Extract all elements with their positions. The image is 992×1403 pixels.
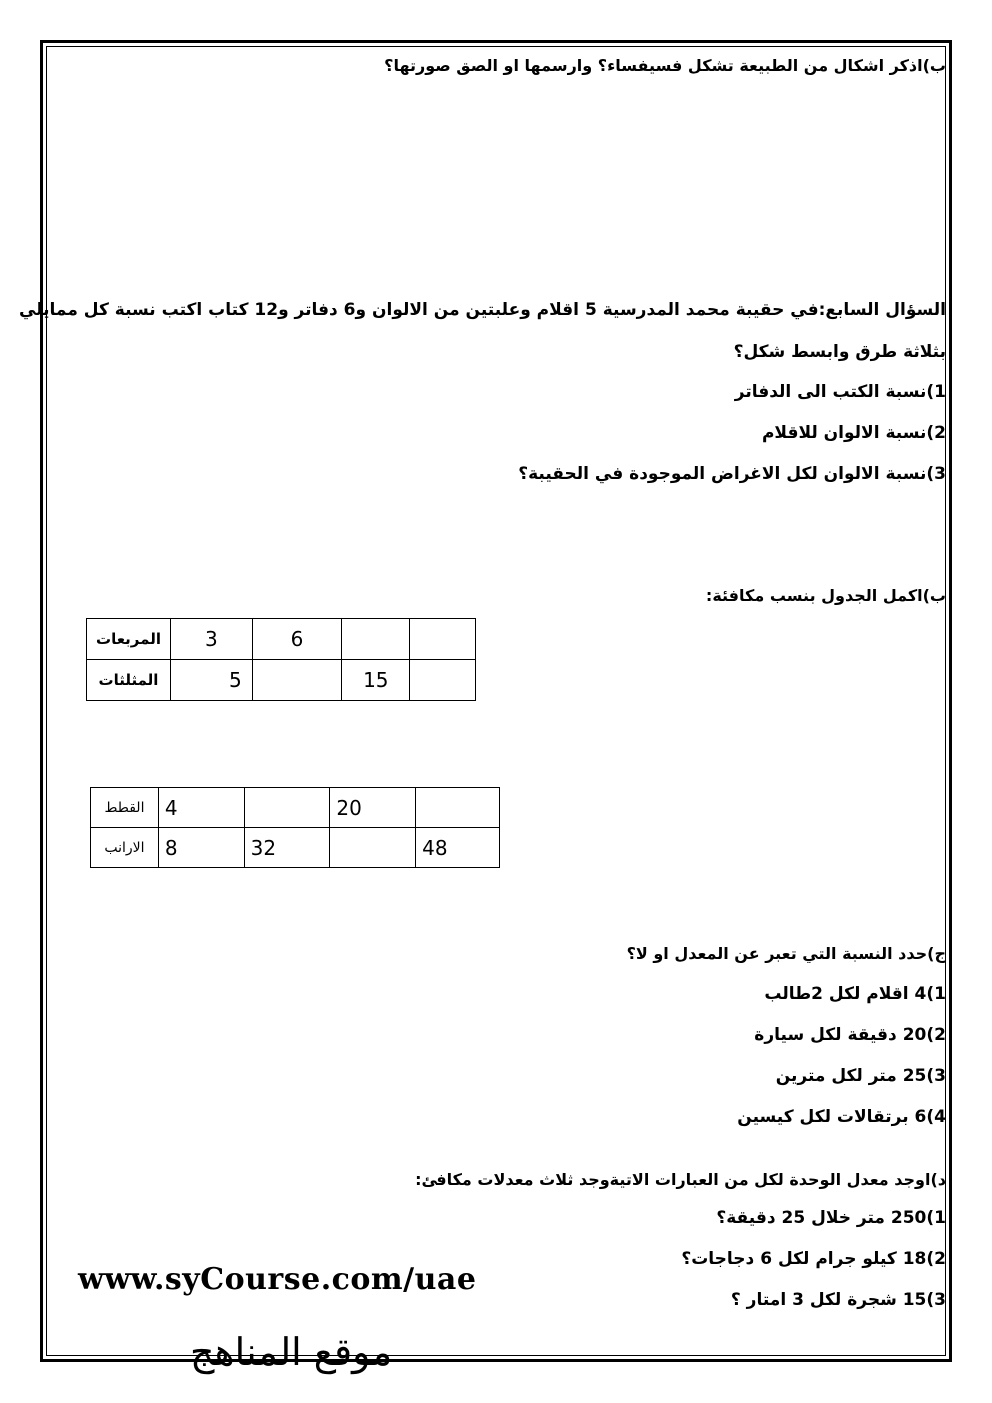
table1-cell: 15 [342, 660, 410, 701]
question-d-item1: 1)250 متر خلال 25 دقيقة؟ [716, 1208, 946, 1228]
table2-cell: 32 [244, 828, 330, 868]
question-c-item3: 3)25 متر لكل مترين [775, 1066, 946, 1086]
question-mosaic: ب)اذكر اشكال من الطبيعة تشكل فسيفساء؟ وارسمها او الصق صورتها؟ [384, 56, 946, 75]
table-squares-triangles [86, 618, 476, 701]
table2-cell [416, 788, 500, 828]
question-seven-line1: السؤال السابع:في حقيبة محمد المدرسية 5 اقلام وعلبتين من الالوان و6 دفاتر و12 كتاب اكتب نسبة كل ممايلي [19, 300, 946, 320]
table-cats-rabbits [90, 787, 500, 868]
table2-row1-label: القطط [91, 788, 159, 828]
table1-cell [410, 619, 476, 660]
table2-cell: 4 [158, 788, 244, 828]
question-seven-item3: 3)نسبة الالوان لكل الاغراض الموجودة في الحقيبة؟ [518, 464, 946, 484]
question-c-item1: 1)4 اقلام لكل 2طالب [764, 984, 946, 1004]
site-logo-text: موقع المناهج [190, 1330, 393, 1374]
table2-row2-label: الارانب [91, 828, 159, 868]
question-d-title: د)اوجد معدل الوحدة لكل من العبارات الاتيةوجد ثلاث معدلات مكافئ: [415, 1170, 946, 1189]
question-complete-table: ب)اكمل الجدول بنسب مكافئة: [705, 586, 946, 605]
table1-cell: 5 [170, 660, 252, 701]
table1-cell: 3 [170, 619, 252, 660]
question-seven-line2: بثلاثة طرق وابسط شكل؟ [733, 342, 946, 362]
table2-cell: 48 [416, 828, 500, 868]
question-seven-item1: 1)نسبة الكتب الى الدفاتر [734, 382, 946, 402]
page-border-inner [46, 46, 946, 1356]
question-c-item2: 2)20 دقيقة لكل سيارة [754, 1025, 946, 1045]
table1-cell: 6 [252, 619, 342, 660]
website-watermark: www.syCourse.com/uae [78, 1262, 477, 1297]
table2-cell: 8 [158, 828, 244, 868]
table2-cell [330, 828, 416, 868]
table1-row1-label: المربعات [87, 619, 171, 660]
question-c-title: ج)حدد النسبة التي تعبر عن المعدل او لا؟ [626, 944, 946, 963]
table1-cell [252, 660, 342, 701]
table1-row2-label: المثلثات [87, 660, 171, 701]
table2-cell [244, 788, 330, 828]
question-c-item4: 4)6 برتقالات لكل كيسين [737, 1107, 946, 1127]
question-seven-item2: 2)نسبة الالوان للاقلام [761, 423, 946, 443]
question-d-item2: 2)18 كيلو جرام لكل 6 دجاجات؟ [681, 1249, 946, 1269]
question-d-item3: 3)15 شجرة لكل 3 امتار ؟ [730, 1290, 946, 1310]
table1-cell [342, 619, 410, 660]
table2-cell: 20 [330, 788, 416, 828]
table1-cell [410, 660, 476, 701]
